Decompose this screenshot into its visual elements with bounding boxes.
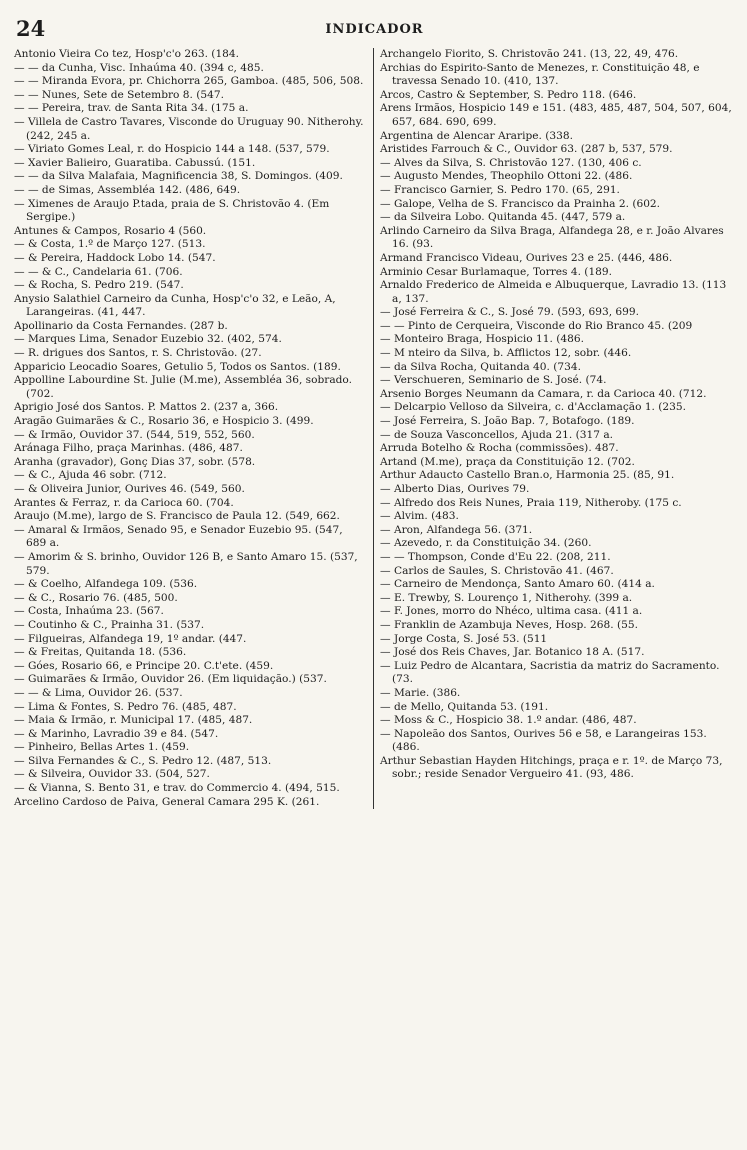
directory-entry: — & Marinho, Lavradio 39 e 84. (547. [14,727,219,740]
directory-entry: — Carneiro de Mendonça, Santo Amaro 60. (414 a. [380,578,655,591]
directory-entry: — Monteiro Braga, Hospicio 11. (486. [380,333,584,346]
directory-entry: — & Coelho, Alfandega 109. (536. [14,578,198,591]
directory-entry: — & Vianna, S. Bento 31, e trav. do Commercio 4. (494, 515. [14,782,340,795]
directory-entry: Arthur Adaucto Castello Bran.o, Harmonia 25. (85, 91. [380,469,675,482]
directory-entry: — Luiz Pedro de Alcantara, Sacristia da matriz do Sacramento. (73. [380,659,720,686]
directory-entry: Archangelo Fiorito, S. Christovão 241. (13, 22, 49, 476. [380,48,679,60]
directory-entry: Arcos, Castro & September, S. Pedro 118. (646. [380,88,637,101]
directory-entry: Argentina de Alencar Araripe. (338. [380,129,573,142]
directory-entry: Aránaga Filho, praça Marinhas. (486, 487. [14,442,243,455]
column-divider [373,48,374,809]
directory-entry: Arnaldo Frederico de Almeida e Albuquerque, Lavradio 13. (113 a, 137. [380,279,727,305]
directory-entry: — José Ferreira, S. João Bap. 7, Botafogo. (189. [380,415,635,428]
directory-entry: — Lima & Fontes, S. Pedro 76. (485, 487. [14,700,237,713]
directory-entry: Antonio Vieira Co tez, Hosp'c'o 263. (184. [14,48,240,60]
directory-entry: Arsenio Borges Neumann da Camara, r. da Carioca 40. (712. [380,387,707,400]
directory-entry: — Filgueiras, Alfandega 19, 1º andar. (447. [14,632,247,645]
directory-entry: — Franklin de Azambuja Neves, Hosp. 268. (55. [380,618,638,631]
directory-entry: — Carlos de Saules, S. Christovão 41. (467. [380,564,614,577]
directory-entry: Aragão Guimarães & C., Rosario 36, e Hospicio 3. (499. [14,415,314,428]
directory-entry: Arruda Botelho & Rocha (commissões). 487. [380,442,619,455]
directory-entry: — Pinheiro, Bellas Artes 1. (459. [14,741,190,754]
directory-entry: — Alves da Silva, S. Christovão 127. (130, 406 c. [380,156,642,169]
directory-entry: Arlindo Carneiro da Silva Braga, Alfandega 28, e r. João Alvares 16. (93. [380,224,724,251]
directory-entry: — Alfredo dos Reis Nunes, Praia 119, Nitheroby. (175 c. [380,496,682,509]
directory-entry: — de Souza Vasconcellos, Ajuda 21. (317 a. [380,428,614,441]
directory-entry: — Viriato Gomes Leal, r. do Hospicio 144 a 148. (537, 579. [14,143,330,156]
directory-entry: — Napoleão dos Santos, Ourives 56 e 58, e Larangeiras 153. (486. [380,727,707,754]
directory-entry: Araujo (M.me), largo de S. Francisco de Paula 12. (549, 662. [14,510,340,523]
directory-entry: Apollinario da Costa Fernandes. (287 b. [14,319,228,332]
directory-entry: — Maia & Irmão, r. Municipal 17. (485, 487. [14,714,253,727]
directory-entry: — Costa, Inhaúma 23. (567. [14,605,164,618]
directory-entry: — Aron, Alfandega 56. (371. [380,523,533,536]
directory-entry: Apparicio Leocadio Soares, Getulio 5, Todos os Santos. (189. [14,360,341,373]
directory-entry: — — Pinto de Cerqueira, Visconde do Rio Branco 45. (209 [380,319,693,332]
directory-entry: — Villela de Castro Tavares, Visconde do Uruguay 90. Nitherohy. (242, 245 a. [14,115,364,142]
directory-entry: — Ximenes de Araujo P.tada, praia de S. Christovão 4. (Em Sergipe.) [14,197,330,224]
directory-entry: — José Ferreira & C., S. José 79. (593, 693, 699. [380,306,640,319]
directory-entry: — — Miranda Evora, pr. Chichorra 265, Gamboa. (485, 506, 508. [14,75,364,88]
directory-entry: — Augusto Mendes, Theophilo Ottoni 22. (486. [380,170,633,183]
directory-entry: — Galope, Velha de S. Francisco da Prainha 2. (602. [380,197,661,210]
directory-entry: — & Pereira, Haddock Lobo 14. (547. [14,251,216,264]
directory-entry: — & C., Ajuda 46 sobr. (712. [14,469,167,482]
directory-entry: Anysio Salathiel Carneiro da Cunha, Hosp'c'o 32, e Leão, A, Larangeiras. (41, 447. [14,292,336,319]
running-head-title: INDICADOR [325,22,424,37]
directory-entry: — F. Jones, morro do Nhéco, ultima casa. (411 a. [380,605,643,618]
directory-entry: — R. drigues dos Santos, r. S. Christovão. (27. [14,347,262,360]
directory-entry: Aranha (gravador), Gonç Dias 37, sobr. (578. [14,455,256,468]
directory-entry: — — Pereira, trav. de Santa Rita 34. (175 a. [14,102,249,115]
directory-entry: — — Nunes, Sete de Setembro 8. (547. [14,88,225,101]
directory-entry: — Silva Fernandes & C., S. Pedro 12. (487, 513. [14,754,272,767]
directory-entry: — — Thompson, Conde d'Eu 22. (208, 211. [380,550,611,563]
directory-entry: Aristides Farrouch & C., Ouvidor 63. (287 b, 537, 579. [380,143,673,156]
directory-entry: — Verschueren, Seminario de S. José. (74. [380,374,607,387]
directory-entry: Antunes & Campos, Rosario 4 (560. [14,224,207,237]
directory-entry: — E. Trewby, S. Lourenço 1, Nitherohy. (399 a. [380,591,633,604]
directory-entry: — & Rocha, S. Pedro 219. (547. [14,279,184,292]
directory-entry: — da Silva Rocha, Quitanda 40. (734. [380,360,581,373]
directory-entry: Appolline Labourdine St. Julie (M.me), Assembléa 36, sobrado. (702. [14,374,352,400]
directory-entry: Armand Francisco Videau, Ourives 23 e 25. (446, 486. [380,251,673,264]
directory-entry: — Moss & C., Hospicio 38. 1.º andar. (486, 487. [380,714,637,727]
directory-entry: Archias do Espirito-Santo de Menezes, r. Constituição 48, e travessa Senado 10. (410, 137. [380,61,700,88]
page-number: 24 [16,16,46,41]
directory-entry: — Amorim & S. brinho, Ouvidor 126 B, e Santo Amaro 15. (537, 579. [14,550,358,577]
directory-entry: — José dos Reis Chaves, Jar. Botanico 18 A. (517. [380,646,645,659]
directory-entry: — Delcarpio Velloso da Silveira, c. d'Acclamação 1. (235. [380,401,687,414]
directory-entry: — de Mello, Quitanda 53. (191. [380,700,549,713]
directory-entry: — Alvim. (483. [380,510,459,523]
directory-entry: — & Oliveira Junior, Ourives 46. (549, 560. [14,483,245,495]
directory-entry: — Coutinho & C., Prainha 31. (537. [14,618,205,631]
directory-entry: — Góes, Rosario 66, e Principe 20. C.t'ete. (459. [14,659,274,672]
directory-entry: Arantes & Ferraz, r. da Carioca 60. (704. [14,496,234,509]
right-column [378,48,733,809]
directory-entry: — Alberto Dias, Ourives 79. [380,483,530,495]
directory-entry: Arens Irmãos, Hospicio 149 e 151. (483, 485, 487, 504, 507, 604, 657, 684. 690, 699. [380,102,732,128]
directory-entry: — — de Simas, Assembléa 142. (486, 649. [14,183,241,196]
directory-entry: — da Silveira Lobo. Quitanda 45. (447, 579 a. [380,211,626,224]
directory-entry: Artand (M.me), praça da Constituição 12. (702. [380,455,635,468]
directory-entry: — & Costa, 1.º de Março 127. (513. [14,238,206,251]
two-column-body [14,48,735,809]
directory-entry: Arthur Sebastian Hayden Hitchings, praça e r. 1º. de Março 73, sobr.; reside Senador Vergueiro 41. (93, 486. [380,754,723,781]
directory-entry: — Francisco Garnier, S. Pedro 170. (65, 291. [380,183,620,196]
directory-entry: — — da Cunha, Visc. Inhaúma 40. (394 c, 485. [14,61,264,74]
directory-entry: — Jorge Costa, S. José 53. (511 [380,632,548,645]
directory-entry: — Azevedo, r. da Constituição 34. (260. [380,537,592,550]
directory-entry: — Guimarães & Irmão, Ouvidor 26. (Em liquidação.) (537. [14,673,327,686]
directory-entry: — Amaral & Irmãos, Senado 95, e Senador Euzebio 95. (547, 689 a. [14,523,343,550]
directory-entry: — — da Silva Malafaia, Magnificencia 38, S. Domingos. (409. [14,170,343,183]
left-column [14,48,369,809]
directory-entry: — Xavier Balieiro, Guaratiba. Cabussú. (151. [14,156,256,169]
directory-entry: Arcelino Cardoso de Paiva, General Camara 295 K. (261. [14,795,320,808]
directory-entry: — & Freitas, Quitanda 18. (536. [14,646,187,659]
directory-entry: — & Irmão, Ouvidor 37. (544, 519, 552, 560. [14,428,255,441]
directory-entry: — — & Lima, Ouvidor 26. (537. [14,686,183,699]
page-header [14,14,735,48]
directory-entry: — & C., Rosario 76. (485, 500. [14,591,178,604]
directory-entry: Arminio Cesar Burlamaque, Torres 4. (189. [380,265,613,278]
directory-entry: — Marie. (386. [380,686,461,699]
directory-entry: — & Silveira, Ouvidor 33. (504, 527. [14,768,210,781]
directory-entry: Aprigio José dos Santos. P. Mattos 2. (237 a, 366. [14,401,279,414]
directory-entry: — — & C., Candelaria 61. (706. [14,265,183,278]
directory-entry: — M nteiro da Silva, b. Afflictos 12, sobr. (446. [380,347,632,360]
directory-entry: — Marques Lima, Senador Euzebio 32. (402, 574. [14,333,282,346]
